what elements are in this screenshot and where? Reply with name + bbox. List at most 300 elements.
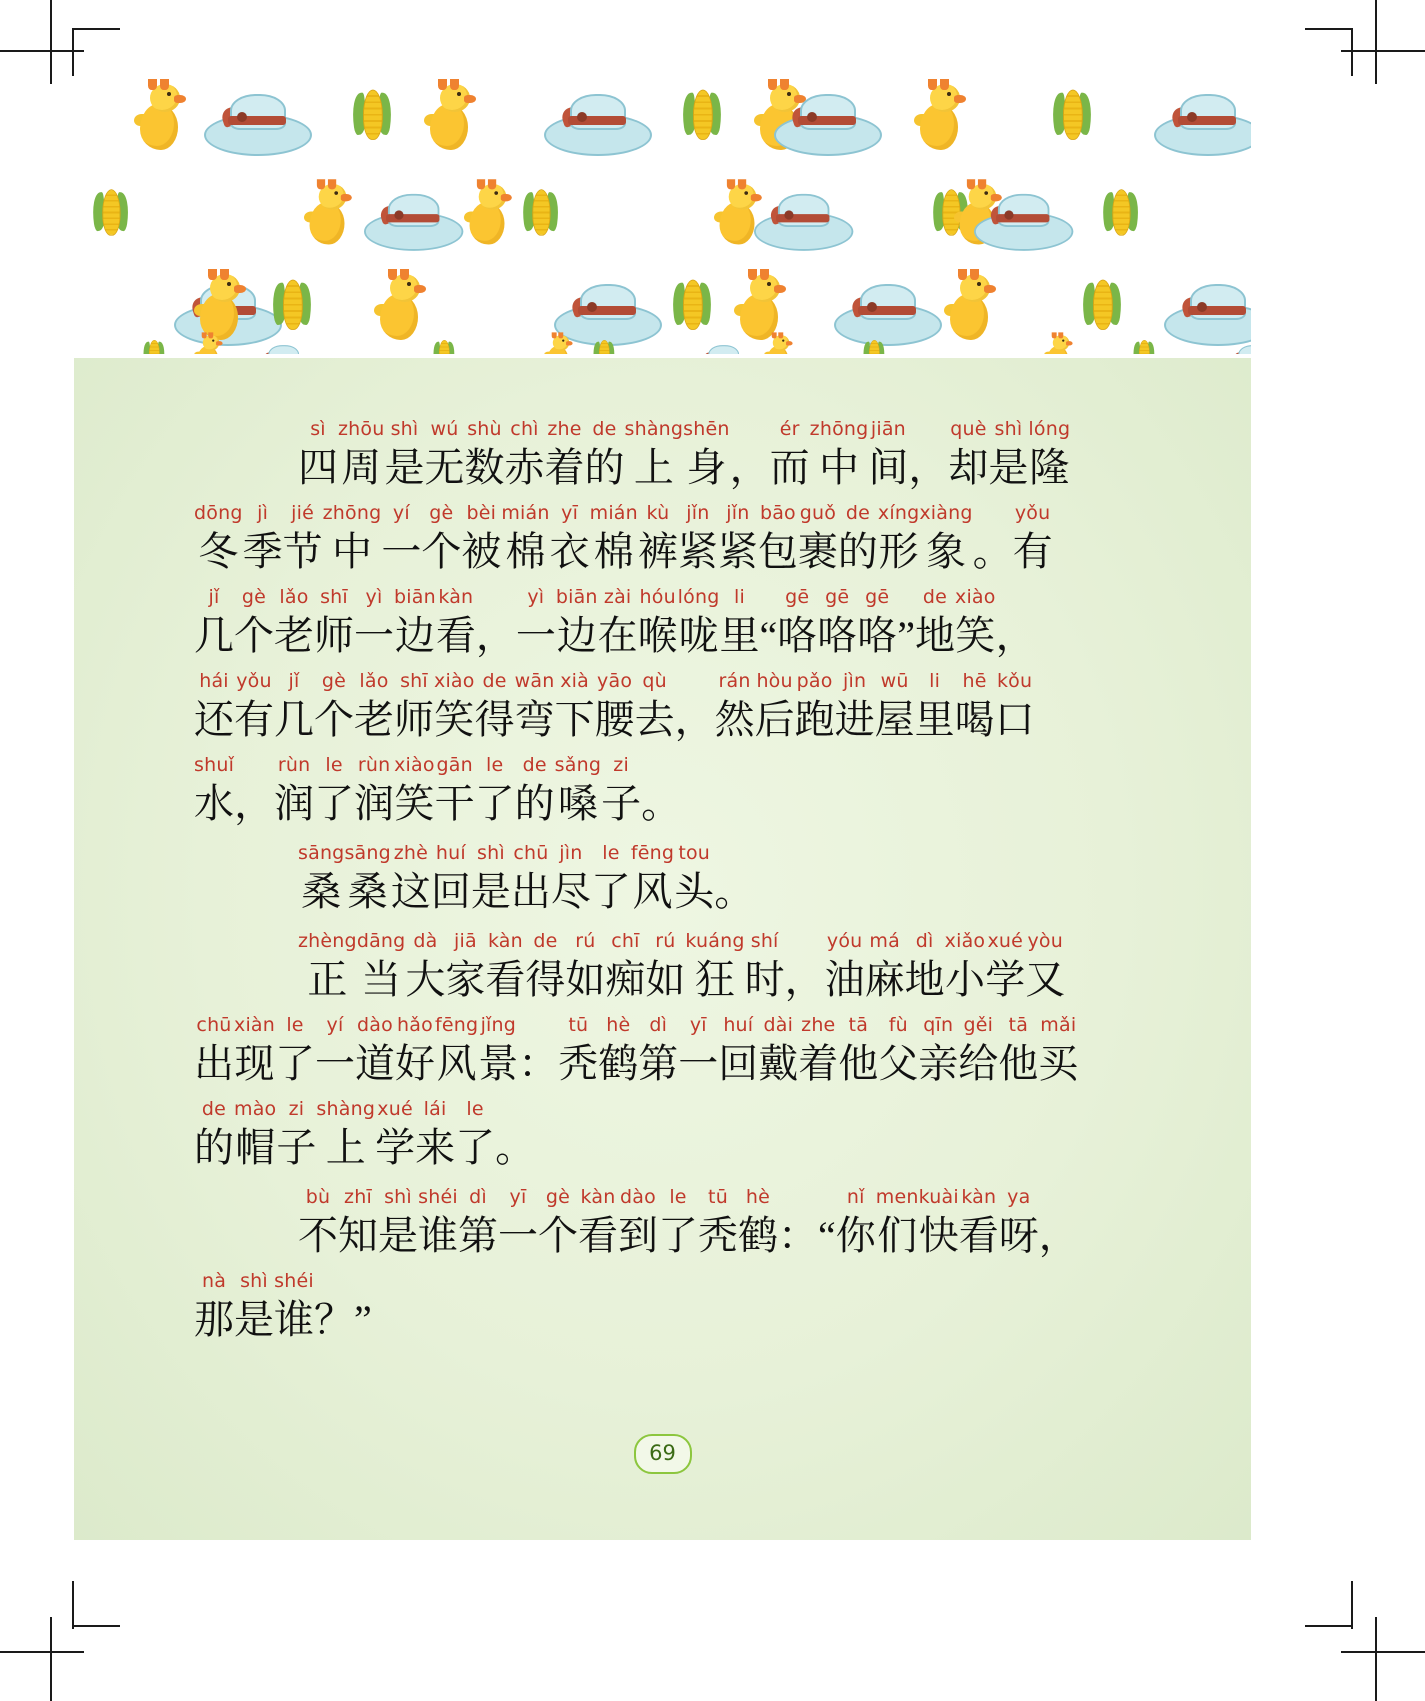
ruby-char bbox=[959, 1184, 999, 1262]
hanzi: 咯 bbox=[857, 613, 898, 658]
pinyin: shēn bbox=[683, 418, 730, 440]
pinyin: jǐ bbox=[288, 670, 300, 692]
ruby-char bbox=[394, 668, 434, 746]
ruby-char bbox=[274, 584, 314, 662]
pinyin: tā bbox=[848, 1014, 869, 1036]
ruby-char bbox=[798, 500, 838, 578]
ruby-char bbox=[624, 416, 683, 494]
ruby-char bbox=[838, 500, 878, 578]
text-line bbox=[194, 1184, 1134, 1268]
pinyin: yāo bbox=[597, 670, 633, 692]
pinyin: shàng bbox=[624, 418, 684, 440]
pinyin: jǐn bbox=[686, 502, 710, 524]
hanzi: 大 bbox=[405, 957, 446, 1002]
pinyin: jǐ bbox=[208, 586, 220, 608]
ruby-char bbox=[658, 1184, 698, 1262]
ruby-char bbox=[618, 1184, 658, 1262]
ruby-char bbox=[875, 668, 915, 746]
pinyin: yì bbox=[527, 586, 545, 608]
pinyin: xiào bbox=[394, 754, 435, 776]
ruby-char bbox=[234, 668, 274, 746]
hanzi: 了 bbox=[455, 1125, 496, 1170]
ruby-char bbox=[194, 1268, 234, 1346]
pinyin: de bbox=[522, 754, 547, 776]
hanzi: 。 bbox=[495, 1125, 536, 1170]
pinyin: jié bbox=[291, 502, 315, 524]
pinyin: gān bbox=[436, 754, 473, 776]
ruby-char bbox=[555, 668, 595, 746]
hanzi: 正 bbox=[307, 957, 348, 1002]
ruby-char bbox=[234, 1012, 275, 1090]
ruby-char bbox=[770, 416, 810, 494]
pinyin: gè bbox=[429, 502, 454, 524]
ruby-char bbox=[458, 1184, 498, 1262]
hanzi: 给 bbox=[958, 1041, 999, 1086]
text-line bbox=[194, 500, 1134, 584]
hanzi: 笑 bbox=[394, 781, 435, 826]
hanzi: ： bbox=[518, 1041, 559, 1086]
page-number: 69 bbox=[634, 1434, 692, 1474]
pinyin: qù bbox=[642, 670, 667, 692]
punctuation-char bbox=[234, 752, 274, 830]
pinyin: shī bbox=[320, 586, 348, 608]
hanzi: 喉 bbox=[637, 613, 678, 658]
pinyin: mào bbox=[234, 1098, 277, 1120]
pinyin: shì bbox=[390, 418, 419, 440]
ruby-char bbox=[838, 1012, 878, 1090]
hanzi: 尽 bbox=[550, 869, 591, 914]
pinyin: xíng bbox=[877, 502, 920, 524]
pinyin: mián bbox=[589, 502, 638, 524]
ruby-char bbox=[516, 584, 556, 662]
ruby-char bbox=[955, 668, 995, 746]
crop-mark-top-right bbox=[1305, 0, 1425, 120]
hanzi: 屋 bbox=[874, 697, 915, 742]
pinyin: jìn bbox=[559, 842, 583, 864]
lesson-text-body bbox=[194, 416, 1134, 1356]
ruby-char bbox=[555, 752, 601, 830]
pinyin: jiān bbox=[870, 418, 906, 440]
hanzi: 又 bbox=[1025, 957, 1066, 1002]
pinyin: gè bbox=[241, 586, 267, 608]
hanzi: 裤 bbox=[637, 529, 678, 574]
ruby-char bbox=[298, 416, 338, 494]
pinyin: hè bbox=[606, 1014, 631, 1036]
pinyin: ér bbox=[779, 418, 800, 440]
pinyin: chì bbox=[510, 418, 539, 440]
hanzi: ： bbox=[778, 1213, 818, 1258]
pinyin: guǒ bbox=[799, 502, 837, 524]
ruby-char bbox=[835, 668, 875, 746]
hanzi: 身 bbox=[686, 445, 727, 490]
hanzi: 老 bbox=[274, 613, 314, 658]
hanzi: 风 bbox=[632, 869, 673, 914]
pinyin: tou bbox=[678, 842, 711, 864]
pinyin: jì bbox=[257, 502, 269, 524]
hanzi: 一 bbox=[498, 1213, 538, 1258]
hanzi: 。 bbox=[972, 529, 1013, 574]
hanzi: 秃 bbox=[558, 1041, 599, 1086]
pinyin: mǎi bbox=[1040, 1014, 1077, 1036]
pinyin: shì bbox=[384, 1186, 412, 1208]
ruby-char bbox=[715, 668, 755, 746]
ruby-char bbox=[234, 1096, 276, 1174]
hanzi: 这 bbox=[390, 869, 431, 914]
pinyin: yǒu bbox=[1014, 502, 1051, 524]
ruby-char bbox=[355, 1012, 395, 1090]
hanzi: 上 bbox=[633, 445, 674, 490]
hanzi: 紧 bbox=[677, 529, 718, 574]
pinyin: hóu bbox=[639, 586, 676, 608]
hanzi: 道 bbox=[355, 1041, 396, 1086]
ruby-char bbox=[551, 840, 591, 918]
ruby-char bbox=[434, 668, 475, 746]
pinyin: jìn bbox=[842, 670, 867, 692]
ruby-char bbox=[344, 840, 390, 918]
pinyin: yí bbox=[326, 1014, 344, 1036]
pinyin: xiàn bbox=[234, 1014, 276, 1036]
ruby-char bbox=[865, 928, 905, 1006]
pinyin: shuǐ bbox=[194, 754, 235, 776]
ruby-char bbox=[745, 928, 785, 1006]
hanzi: 间 bbox=[868, 445, 909, 490]
hanzi: 去 bbox=[634, 697, 675, 742]
hanzi: 有 bbox=[234, 697, 274, 742]
ruby-char bbox=[678, 584, 720, 662]
hanzi: “ bbox=[759, 613, 778, 658]
pinyin: le bbox=[466, 1098, 484, 1120]
hanzi: 是 bbox=[384, 445, 425, 490]
hanzi: 无 bbox=[424, 445, 465, 490]
ruby-char bbox=[394, 584, 436, 662]
hanzi: 回 bbox=[718, 1041, 759, 1086]
punctuation-char bbox=[973, 500, 1013, 578]
hanzi: 在 bbox=[597, 613, 638, 658]
punctuation-char bbox=[818, 1184, 836, 1262]
ruby-char bbox=[601, 752, 641, 830]
hanzi: 下 bbox=[554, 697, 595, 742]
pinyin: shéi bbox=[274, 1270, 314, 1292]
hanzi: 学 bbox=[375, 1125, 416, 1170]
ruby-char bbox=[558, 1012, 598, 1090]
hanzi: 了 bbox=[314, 781, 355, 826]
pinyin: nà bbox=[201, 1270, 227, 1292]
pinyin: kàn bbox=[580, 1186, 616, 1208]
pinyin: shī bbox=[400, 670, 428, 692]
pinyin: wū bbox=[880, 670, 909, 692]
pinyin: yī bbox=[561, 502, 579, 524]
ruby-char bbox=[988, 416, 1028, 494]
ruby-char bbox=[1025, 928, 1065, 1006]
pinyin: què bbox=[950, 418, 987, 440]
hanzi: 买 bbox=[1038, 1041, 1079, 1086]
hanzi: 戴 bbox=[758, 1041, 799, 1086]
hanzi: 然 bbox=[714, 697, 755, 742]
ruby-char bbox=[945, 928, 986, 1006]
hanzi: 看 bbox=[485, 957, 526, 1002]
pinyin: de bbox=[592, 418, 617, 440]
ruby-char bbox=[825, 928, 865, 1006]
hanzi: 跑 bbox=[794, 697, 835, 742]
pinyin: de bbox=[845, 502, 870, 524]
ruby-char bbox=[919, 500, 972, 578]
hanzi: 衣 bbox=[549, 529, 590, 574]
pinyin: tā bbox=[1008, 1014, 1029, 1036]
hanzi: ” bbox=[354, 1297, 372, 1342]
hanzi: 笑 bbox=[434, 697, 475, 742]
hanzi: 。 bbox=[714, 869, 755, 914]
ruby-char bbox=[357, 928, 406, 1006]
text-line bbox=[194, 584, 1134, 668]
ruby-char bbox=[591, 840, 631, 918]
hanzi: 不 bbox=[298, 1213, 338, 1258]
hanzi: 笑 bbox=[955, 613, 996, 658]
hanzi: 冬 bbox=[198, 529, 239, 574]
pinyin: de bbox=[533, 930, 558, 952]
pinyin: le bbox=[669, 1186, 687, 1208]
ruby-char bbox=[605, 928, 645, 1006]
punctuation-char bbox=[730, 416, 770, 494]
pinyin: zhe bbox=[801, 1014, 836, 1036]
ruby-char bbox=[955, 584, 996, 662]
hanzi: 是 bbox=[378, 1213, 418, 1258]
ruby-char bbox=[631, 840, 674, 918]
hanzi: 子 bbox=[601, 781, 642, 826]
pinyin: lóng bbox=[1028, 418, 1071, 440]
hanzi: 棉 bbox=[593, 529, 634, 574]
crop-mark-bottom-left bbox=[0, 1581, 120, 1701]
ruby-char bbox=[810, 416, 869, 494]
ruby-char bbox=[678, 500, 718, 578]
ruby-char bbox=[395, 1012, 435, 1090]
hanzi: 紧 bbox=[717, 529, 758, 574]
pinyin: yòu bbox=[1027, 930, 1063, 952]
ruby-char bbox=[431, 840, 471, 918]
hanzi: 第 bbox=[458, 1213, 498, 1258]
hanzi: ， bbox=[1038, 1213, 1079, 1258]
ruby-char bbox=[194, 584, 234, 662]
ruby-char bbox=[1013, 500, 1053, 578]
ruby-char bbox=[194, 1096, 234, 1174]
ruby-char bbox=[418, 1184, 458, 1262]
hanzi: ， bbox=[729, 445, 770, 490]
pinyin: zhōng bbox=[809, 418, 869, 440]
ruby-char bbox=[550, 500, 590, 578]
ruby-char bbox=[475, 668, 515, 746]
ruby-char bbox=[538, 1184, 578, 1262]
hanzi: 老 bbox=[354, 697, 394, 742]
ruby-char bbox=[698, 1184, 738, 1262]
pinyin: má bbox=[869, 930, 900, 952]
ruby-char bbox=[857, 584, 897, 662]
ruby-char bbox=[719, 584, 759, 662]
ruby-char bbox=[995, 668, 1035, 746]
hanzi: 当 bbox=[361, 957, 402, 1002]
pinyin: xué bbox=[377, 1098, 413, 1120]
hanzi: 一 bbox=[354, 613, 394, 658]
hanzi: ？ bbox=[314, 1297, 354, 1342]
hanzi: 后 bbox=[754, 697, 795, 742]
pinyin: yī bbox=[689, 1014, 707, 1036]
pinyin: fù bbox=[888, 1014, 908, 1036]
pinyin: sì bbox=[310, 418, 326, 440]
hanzi: 看 bbox=[578, 1213, 618, 1258]
hanzi: “ bbox=[818, 1213, 836, 1258]
text-line bbox=[194, 1268, 1134, 1352]
pinyin: huí bbox=[723, 1014, 754, 1036]
hanzi: 几 bbox=[194, 613, 234, 658]
ruby-char bbox=[985, 928, 1025, 1006]
hanzi: 中 bbox=[819, 445, 860, 490]
hanzi: 如 bbox=[645, 957, 686, 1002]
hanzi: 如 bbox=[565, 957, 606, 1002]
pinyin: bāo bbox=[759, 502, 796, 524]
ruby-char bbox=[718, 500, 758, 578]
punctuation-char bbox=[996, 584, 1036, 662]
ruby-char bbox=[243, 500, 283, 578]
hanzi: 那 bbox=[194, 1297, 234, 1342]
ruby-char bbox=[461, 500, 501, 578]
pinyin: sāng bbox=[344, 842, 391, 864]
page-text-panel bbox=[74, 358, 1251, 1540]
pinyin: shì bbox=[240, 1270, 268, 1292]
ruby-char bbox=[578, 1184, 618, 1262]
punctuation-char bbox=[714, 840, 754, 918]
hanzi: 边 bbox=[394, 613, 435, 658]
ruby-char bbox=[424, 416, 464, 494]
pinyin: jiā bbox=[454, 930, 477, 952]
pinyin: xià bbox=[560, 670, 589, 692]
hanzi: 头 bbox=[674, 869, 715, 914]
hanzi: 地 bbox=[904, 957, 945, 1002]
pinyin: men bbox=[875, 1186, 919, 1208]
pinyin: yóu bbox=[826, 930, 863, 952]
hanzi: 边 bbox=[556, 613, 597, 658]
pinyin: le bbox=[325, 754, 343, 776]
punctuation-char bbox=[908, 416, 948, 494]
hanzi: 鹤 bbox=[598, 1041, 639, 1086]
text-line bbox=[194, 752, 1134, 836]
pinyin: le bbox=[286, 1014, 304, 1036]
ruby-char bbox=[836, 1184, 876, 1262]
ruby-char bbox=[1028, 416, 1070, 494]
ruby-char bbox=[565, 928, 605, 1006]
hanzi: 现 bbox=[234, 1041, 275, 1086]
paragraph bbox=[194, 416, 1134, 836]
hanzi: ， bbox=[234, 781, 275, 826]
pinyin: kù bbox=[646, 502, 670, 524]
hanzi: 个 bbox=[538, 1213, 578, 1258]
ruby-char bbox=[795, 668, 835, 746]
pinyin: xué bbox=[987, 930, 1024, 952]
hanzi: 润 bbox=[274, 781, 315, 826]
hanzi: 谁 bbox=[274, 1297, 314, 1342]
pinyin: gē bbox=[865, 586, 890, 608]
pinyin: xiào bbox=[434, 670, 475, 692]
pinyin: biān bbox=[555, 586, 598, 608]
pinyin: lǎo bbox=[359, 670, 389, 692]
punctuation-char bbox=[778, 1184, 818, 1262]
ruby-char bbox=[298, 1184, 338, 1262]
pinyin: xiǎo bbox=[944, 930, 986, 952]
ruby-char bbox=[876, 1184, 919, 1262]
ruby-char bbox=[905, 928, 945, 1006]
hanzi: 进 bbox=[834, 697, 875, 742]
paragraph bbox=[194, 1184, 1134, 1352]
ruby-char bbox=[758, 1012, 798, 1090]
ruby-char bbox=[638, 584, 678, 662]
pinyin: kàn bbox=[438, 586, 474, 608]
ruby-char bbox=[394, 752, 435, 830]
pinyin: shí bbox=[750, 930, 779, 952]
hanzi: 嗓 bbox=[557, 781, 598, 826]
pinyin: lóng bbox=[677, 586, 720, 608]
hanzi: 了 bbox=[658, 1213, 698, 1258]
punctuation-char bbox=[759, 584, 777, 662]
ruby-char bbox=[798, 1012, 838, 1090]
hanzi: 却 bbox=[948, 445, 989, 490]
hanzi: 师 bbox=[314, 613, 354, 658]
pinyin: dài bbox=[763, 1014, 794, 1036]
pinyin: zhè bbox=[393, 842, 429, 864]
pinyin: dà bbox=[413, 930, 438, 952]
hanzi: 风 bbox=[436, 1041, 477, 1086]
ruby-char bbox=[445, 928, 485, 1006]
ruby-char bbox=[718, 1012, 758, 1090]
ruby-char bbox=[755, 668, 795, 746]
pinyin: rùn bbox=[357, 754, 391, 776]
punctuation-char bbox=[897, 584, 915, 662]
pinyin: kuài bbox=[918, 1186, 959, 1208]
hanzi: 干 bbox=[434, 781, 475, 826]
pinyin: yí bbox=[392, 502, 410, 524]
ruby-char bbox=[817, 584, 857, 662]
ruby-char bbox=[878, 1012, 918, 1090]
hanzi: 口 bbox=[994, 697, 1035, 742]
pinyin: yǒu bbox=[236, 670, 272, 692]
ruby-char bbox=[738, 1184, 778, 1262]
ruby-char bbox=[918, 1012, 958, 1090]
ruby-char bbox=[999, 1184, 1039, 1262]
pinyin: chū bbox=[196, 1014, 232, 1036]
hanzi: ， bbox=[674, 697, 715, 742]
ruby-char bbox=[685, 928, 744, 1006]
ruby-char bbox=[234, 584, 274, 662]
pinyin: hái bbox=[199, 670, 229, 692]
ruby-char bbox=[674, 840, 714, 918]
pinyin: kàn bbox=[961, 1186, 997, 1208]
pinyin: mián bbox=[501, 502, 550, 524]
pinyin: lái bbox=[423, 1098, 447, 1120]
pinyin: gē bbox=[825, 586, 850, 608]
ruby-char bbox=[777, 584, 817, 662]
ruby-char bbox=[758, 500, 798, 578]
ruby-char bbox=[635, 668, 675, 746]
pinyin: zhe bbox=[547, 418, 582, 440]
pinyin: jǐng bbox=[480, 1014, 517, 1036]
pinyin: pǎo bbox=[796, 670, 833, 692]
hanzi: 腰 bbox=[594, 697, 635, 742]
pinyin: qīn bbox=[923, 1014, 954, 1036]
hanzi: 他 bbox=[838, 1041, 879, 1086]
hanzi: 水 bbox=[194, 781, 235, 826]
ruby-char bbox=[435, 752, 475, 830]
hanzi: 里 bbox=[914, 697, 955, 742]
hanzi: 鹤 bbox=[738, 1213, 778, 1258]
pinyin: fēng bbox=[435, 1014, 479, 1036]
ruby-char bbox=[471, 840, 511, 918]
ruby-char bbox=[584, 416, 624, 494]
